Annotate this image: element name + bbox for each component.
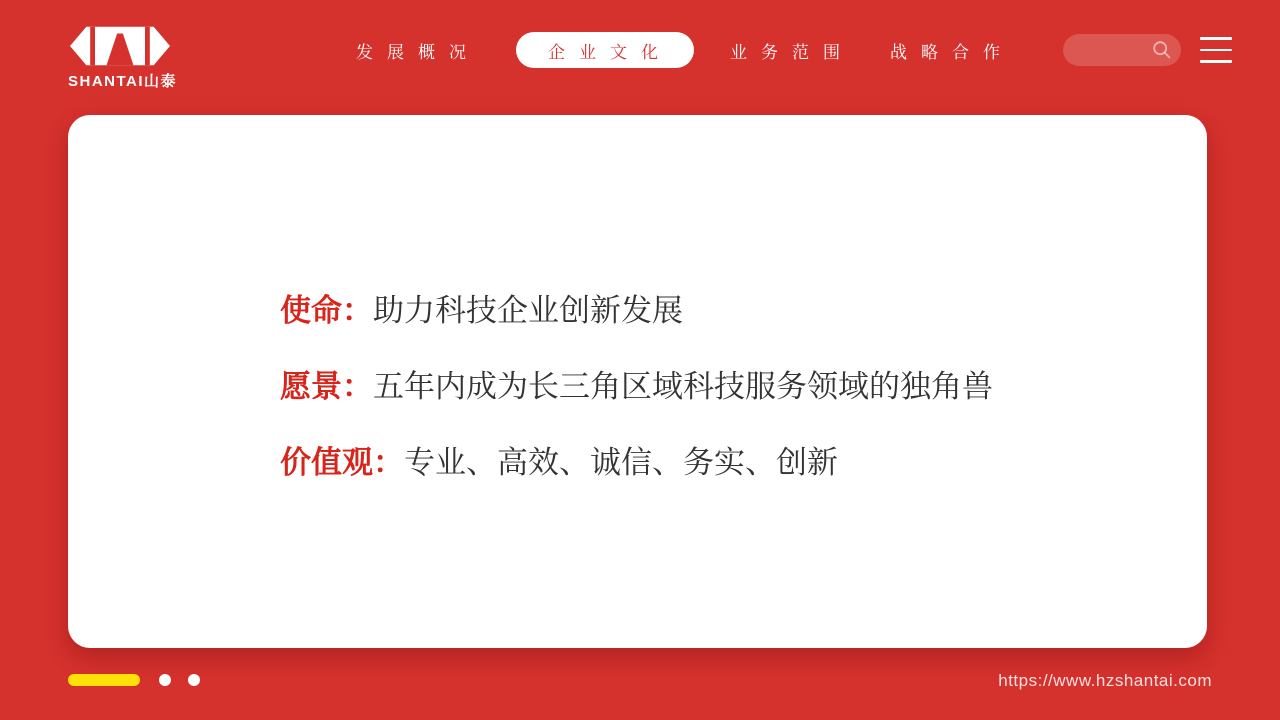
search-input[interactable]	[1077, 34, 1149, 66]
values-text: 专业、高效、诚信、务实、创新	[404, 445, 838, 480]
main-nav	[356, 0, 1014, 100]
site-url: https://www.hzshantai.com	[998, 671, 1212, 690]
vision-text: 五年内成为长三角区域科技服务领域的独角兽	[373, 369, 993, 404]
nav-item-corporate-culture[interactable]: 企业文化	[516, 32, 694, 68]
pagination-dot[interactable]	[159, 674, 171, 686]
logo[interactable]	[68, 26, 178, 91]
pagination-dot[interactable]	[188, 674, 200, 686]
search-box[interactable]	[1063, 34, 1181, 66]
content-card	[68, 115, 1207, 648]
pagination	[68, 674, 200, 686]
values-label: 价值观：	[280, 445, 404, 480]
header	[0, 0, 1280, 100]
nav-item-business-scope[interactable]: 业务范围	[730, 42, 854, 62]
hamburger-menu-icon[interactable]	[1200, 37, 1232, 63]
logo-brand-text: SHANTAI山泰	[68, 73, 178, 90]
values-line	[280, 437, 1207, 480]
vision-label: 愿景：	[280, 369, 373, 404]
mission-line	[280, 285, 1207, 328]
pagination-dot-active[interactable]	[68, 674, 140, 686]
shantai-logo-icon	[70, 26, 170, 66]
nav-item-strategic-cooperation[interactable]: 战略合作	[890, 42, 1014, 62]
mission-label: 使命：	[280, 293, 373, 328]
nav-item-development-overview[interactable]: 发展概况	[356, 42, 480, 62]
vision-line	[280, 361, 1207, 404]
mission-text: 助力科技企业创新发展	[373, 293, 683, 328]
search-icon[interactable]	[1152, 40, 1172, 60]
